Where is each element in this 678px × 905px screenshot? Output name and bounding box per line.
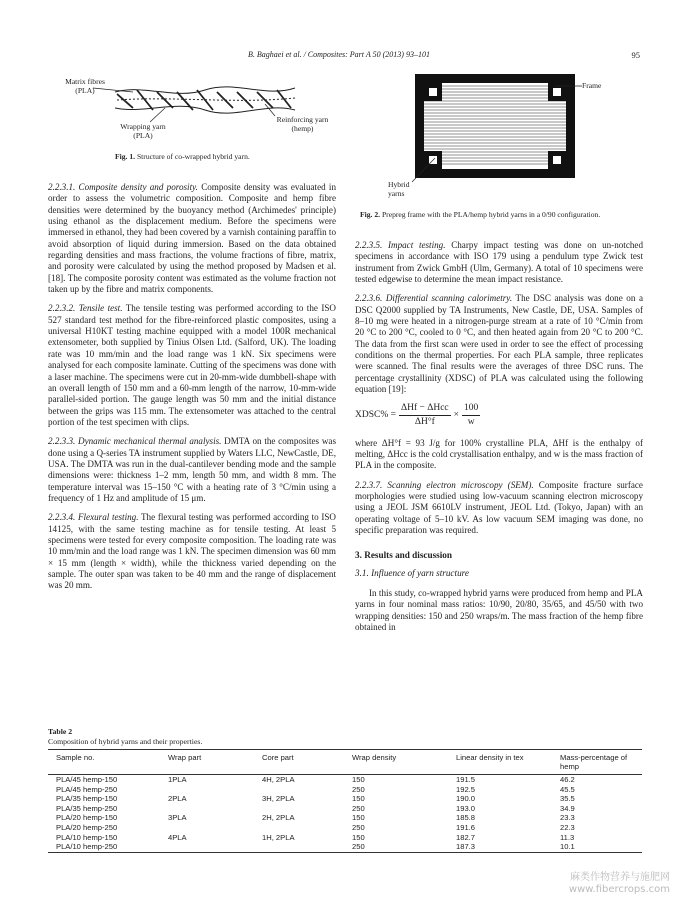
table-cell: 250 <box>352 784 365 794</box>
table-row <box>48 794 642 804</box>
table-cell: 182.7 <box>456 832 476 842</box>
paragraph-text: DMTA on the composites was done using a Q-series TA instrument supplied by Waters LLC, NewCastle, DE, USA. The DMTA was run in the dual-cantilever bending mode and the sample dimensions were: thickness 1–2 mm, length 50 mm, and width 8 mm. The temperature interval was 15–150 °C with a heating rate of 3 °C/min using a frequency of 1 Hz and amplitude of 15 μm. <box>48 436 336 503</box>
table-cell: 150 <box>352 794 365 804</box>
section-heading: 2.2.3.3. Dynamic mechanical thermal analysis. <box>48 436 222 447</box>
col-sample: Sample no. <box>56 753 95 762</box>
table-row <box>48 842 642 852</box>
table-cell <box>160 785 254 795</box>
watermark <box>569 872 670 896</box>
caption-number: Fig. 1. <box>115 152 136 161</box>
paragraph-text: The flexural testing was performed according to ISO 14125, with the same testing machine as for tensile testing. At least 5 specimens were tested for every composite composition. The loading rate was 10 mm/min and the load range was 1 kN. The specimen dimension was 60 mm × 15 mm (length × width), while the thickness varied depending on the sample. The outer span was taken to be 40 mm and the range of displacement was 20 mm. <box>48 512 337 591</box>
table-cell: 150 <box>352 832 365 842</box>
table-cell: PLA/10 hemp-250 <box>56 842 118 852</box>
equation-numerator: ΔHf − ΔHcc <box>399 403 451 416</box>
table-cell: 187.3 <box>456 842 476 852</box>
figure-2-leaders <box>390 70 590 200</box>
table-cell: PLA/45 hemp-250 <box>56 784 118 794</box>
table-cell: 2PLA <box>168 794 187 804</box>
table-cell: 1PLA <box>168 775 187 784</box>
table-cell: 35.5 <box>560 794 575 804</box>
subsection-title-yarn: 3.1. Influence of yarn structure <box>355 567 469 578</box>
fig2-label-hybrid <box>388 180 410 198</box>
table-row <box>48 804 642 814</box>
section-heading: 2.2.3.1. Composite density and porosity. <box>48 182 198 192</box>
table-row <box>48 775 642 785</box>
table-cell <box>160 804 254 814</box>
table-cell: PLA/45 hemp-150 <box>56 775 118 784</box>
table-cell: 193.0 <box>456 803 476 813</box>
paragraph-text: The DSC analysis was done on a DSC Q2000 supplied by TA Instruments, New Castle, DE, USA. Samples of 8–10 mg were heated in a nitrogen-purge stream at a rate of 10 °C/min from 20 °C to 200 °C, cooled to 0 °C, and then heated again from 20 °C to 200 °C. The data from the first scan were used in order to see the effect of processing conditions on the thermal properties. For each PLA sample, three replicates were scanned. The final results were the averages of three DSC runs. The percentage crystallinity (XDSC) of PLA was calculated using the following equation [19]: <box>355 293 644 395</box>
table-cell: PLA/20 hemp-250 <box>56 822 118 832</box>
table-2 <box>48 749 642 853</box>
table-row <box>48 823 642 833</box>
label-sub: (PLA) <box>133 131 153 140</box>
paragraph-flexural <box>48 512 336 591</box>
table-cell: 250 <box>352 822 365 832</box>
watermark-line-2: www.fibercrops.com <box>568 884 670 895</box>
crystallinity-equation <box>355 403 643 429</box>
table-cell: 150 <box>352 775 365 784</box>
col-mass-percentage: Mass-percentage of hemp <box>560 753 628 771</box>
col-wrap-part: Wrap part <box>168 753 202 762</box>
right-column <box>355 240 643 641</box>
table-cell: 2H, 2PLA <box>262 813 295 823</box>
label-sub: (PLA) <box>75 86 95 95</box>
table-row <box>48 833 642 843</box>
table-header-row <box>48 750 642 775</box>
fig1-label-wrapping <box>108 122 178 140</box>
table-cell: 250 <box>352 803 365 813</box>
equation-lhs: XDSC% = <box>355 410 396 421</box>
col-core-part: Core part <box>262 753 294 762</box>
label-text: Hybrid <box>388 180 410 189</box>
table-cell <box>254 842 344 852</box>
label-sub: yarns <box>388 189 405 198</box>
watermark-line-1: 麻类作物营养与施肥网 <box>570 872 670 883</box>
table-cell: 4PLA <box>168 832 187 842</box>
section-heading: 2.2.3.7. Scanning electron microscopy (SEM). <box>355 479 534 490</box>
equation-denominator: w <box>467 417 475 428</box>
table-cell: 34.9 <box>560 803 575 813</box>
paragraph-tensile <box>48 303 336 428</box>
label-sub: (hemp) <box>291 124 314 133</box>
table-cell: 192.5 <box>456 784 476 794</box>
table-cell: 11.3 <box>560 832 575 842</box>
table-cell: 3PLA <box>168 813 187 823</box>
section-heading: 2.2.3.2. Tensile test. <box>48 303 123 314</box>
paragraph-text: Charpy impact testing was done on un-notched specimens in accordance with ISO 179 using a pendulum type Zwick test instrument from Zwick GmbH (Ulm, Germany). A total of 10 specimens were tested edgewise to determine the mean impact resistance. <box>355 240 643 285</box>
paragraph-text: Composite fracture surface morphologies were studied using low-vacuum scanning electron microscopy using a JEOL JSM 6610LV instrument, JEOL Ltd. (Tokyo, Japan) with an operating voltage of 5–10 kV. As low vacuum SEM imaging was done, no specific preparation was required. <box>355 479 643 536</box>
paragraph-dsc <box>355 293 643 395</box>
table-cell: 23.3 <box>560 813 575 823</box>
fig1-label-reinforcing <box>265 115 340 133</box>
table-cell: 191.5 <box>456 775 476 784</box>
table-cell: 185.8 <box>456 813 476 823</box>
running-header: B. Baghaei et al. / Composites: Part A 50 (2013) 93–101 <box>248 50 430 59</box>
caption-text: Prepreg frame with the PLA/hemp hybrid yarns in a 0/90 configuration. <box>381 210 601 219</box>
left-column <box>48 182 336 599</box>
table-title: Table 2 <box>48 727 73 736</box>
paragraph-impact <box>355 240 643 285</box>
table-cell: 250 <box>352 842 365 852</box>
table-row <box>48 785 642 795</box>
caption-number: Fig. 2. <box>360 210 381 219</box>
section-heading: 2.2.3.5. Impact testing. <box>355 240 446 250</box>
table-cell: PLA/20 hemp-150 <box>56 813 118 823</box>
table-row <box>48 813 642 823</box>
table-cell: PLA/35 hemp-250 <box>56 803 118 813</box>
table-cell: 150 <box>352 813 365 823</box>
section-heading: 2.2.3.4. Flexural testing. <box>48 512 139 523</box>
equation-fraction-2 <box>462 403 480 429</box>
table-cell <box>254 804 344 814</box>
col-linear-density: Linear density in tex <box>456 753 524 762</box>
table-cell <box>160 842 254 852</box>
paragraph-yarn-structure: In this study, co-wrapped hybrid yarns were produced from hemp and PLA yarns in four nominal mass ratios: 10/90, 20/80, 35/65, and 45/50 with two wrapping densities: 150 and 250 wraps/m. The mass fraction of the hemp fibre obtained in <box>355 588 643 633</box>
table-cell: 1H, 2PLA <box>262 832 295 842</box>
table-cell: 22.3 <box>560 822 575 832</box>
table-cell: 190.0 <box>456 794 476 804</box>
paragraph-text: Composite density was evaluated in order to assess the volumetric composition. Composite and hemp fibre densities were determined by the buoyancy method (Archimedes' principle) using ethanol as the displacement medium. Before the specimens were immersed in ethanol, they had been covered by a varnish containing paraffin to avoid absorption of liquid during immersion. Based on the data obtained regarding densities and mass fractions, the volume fractions of fibre, matrix, and porosity were calculated by using the method proposed by Madsen et al. [18]. The composite porosity content was estimated as the volume fraction not taken up by the fibre and matrix components. <box>48 182 336 295</box>
table-cell <box>160 823 254 833</box>
page-number: 95 <box>631 50 640 60</box>
equation-denominator: ΔH°f <box>414 417 435 428</box>
col-wrap-density: Wrap density <box>352 753 397 762</box>
table-cell: 45.5 <box>560 784 575 794</box>
paragraph-dmta <box>48 436 336 504</box>
table-cell <box>254 785 344 795</box>
table-cell: 191.6 <box>456 822 476 832</box>
fig1-label-matrix <box>55 77 115 95</box>
label-text: Wrapping yarn <box>120 122 166 131</box>
table-header <box>48 750 642 775</box>
section-title-results: 3. Results and discussion <box>355 550 453 561</box>
equation-numerator: 100 <box>462 403 480 416</box>
caption-text: Structure of co-wrapped hybrid yarn. <box>136 152 250 161</box>
paragraph-where: where ΔH°f = 93 J/g for 100% crystalline PLA, ΔHf is the enthalpy of melting, ΔHcc is the cold crystallisation enthalpy, and w is the mass fraction of PLA in the composite. <box>355 437 643 471</box>
table-cell: PLA/10 hemp-150 <box>56 832 118 842</box>
table-body <box>48 775 642 853</box>
section-heading: 2.2.3.6. Differential scanning calorimetry. <box>355 293 513 304</box>
table-subtitle: Composition of hybrid yarns and their properties. <box>48 737 203 746</box>
table-cell: 4H, 2PLA <box>262 775 295 784</box>
label-text: Matrix fibres <box>65 77 105 86</box>
fig2-label-frame: Frame <box>582 81 602 90</box>
table-cell: PLA/35 hemp-150 <box>56 794 118 804</box>
table-cell <box>254 823 344 833</box>
figure-1-caption <box>115 152 250 161</box>
label-text: Reinforcing yarn <box>276 115 329 124</box>
equation-times: × <box>453 410 460 421</box>
paragraph-sem <box>355 480 643 537</box>
table-cell: 3H, 2PLA <box>262 794 295 804</box>
equation-fraction <box>399 403 451 429</box>
table-cell: 10.1 <box>560 842 575 852</box>
paragraph-density <box>48 182 336 295</box>
yarn-body <box>115 87 295 113</box>
table-cell: 46.2 <box>560 775 575 784</box>
figure-2-caption <box>360 210 600 219</box>
paragraph-text: The tensile testing was performed according to the ISO 527 standard test method for the fibre-reinforced plastic composites, using a universal H10KT testing machine equipped with a model 100R mechanical extensometer, both supplied by Tinius Olsen Ltd. (Salford, UK). The loading rate was 10 mm/min and the load range was 1 kN. Six specimens were analysed for each composite laminate. Cutting of the specimens was done with a laser machine. The specimens were cut in 20-mm-wide dumbbell-shape with an overall length of 150 mm and a 60-mm length of the narrow, 10-mm-wide parallel-sided portion. The gauge length was 50 mm and the initial distance between the grips was 115 mm. The extensometer was attached to the central portion of the test specimen with clips. <box>48 303 337 427</box>
